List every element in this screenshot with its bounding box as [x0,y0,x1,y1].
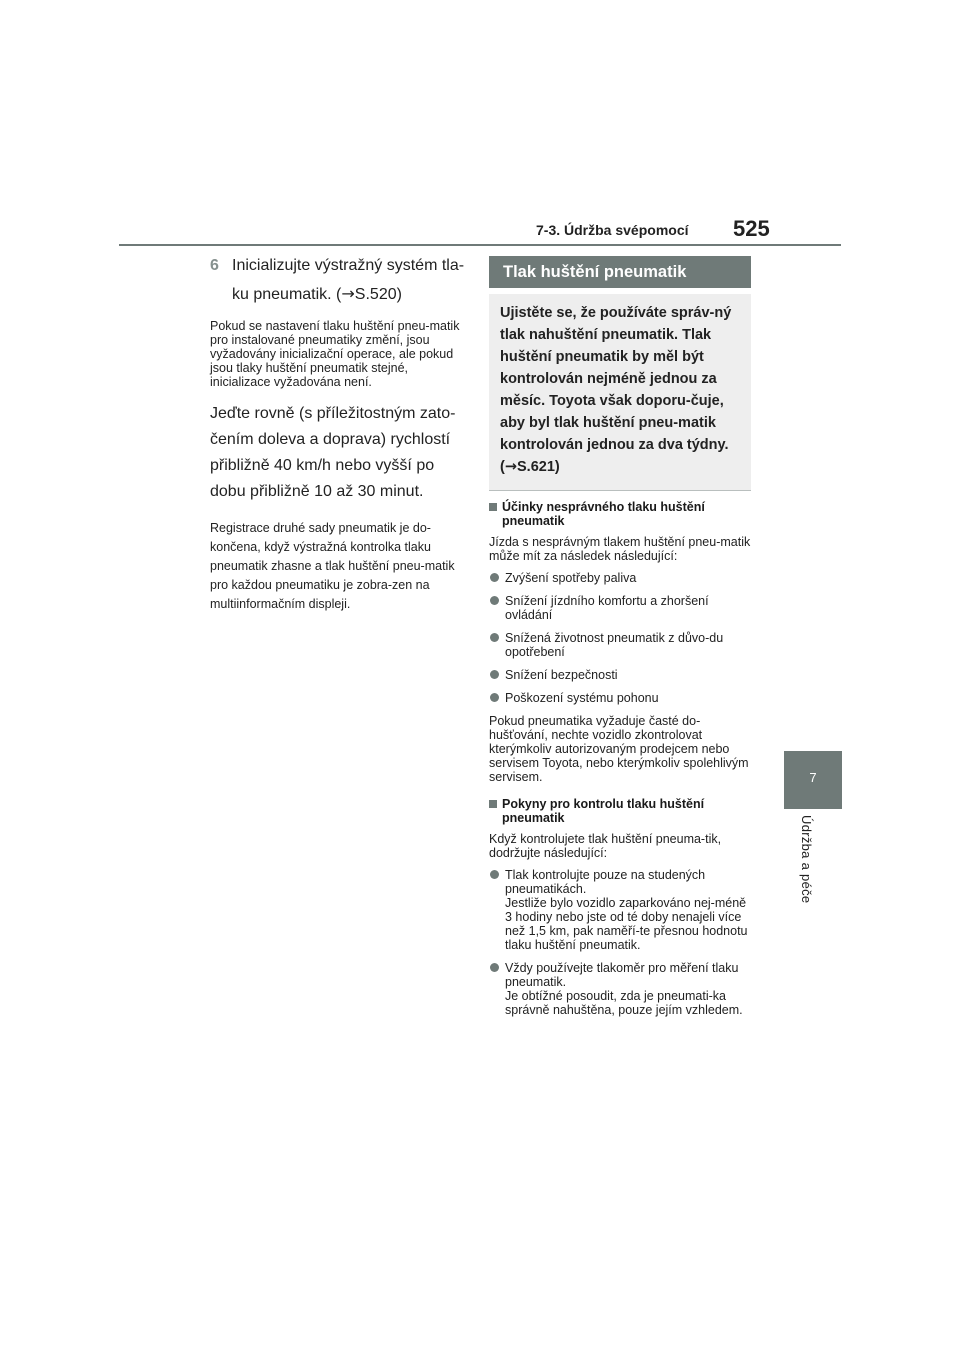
initialization-note: Pokud se nastavení tlaku huštění pneu-matik pro instalované pneumatiky změní, jsou vyžadovány inicializační operace, ale pokud jsou tlaky huštění pneumatik stejné, inicializace vyžadována není. [210,319,460,389]
arrow-icon: → [504,459,517,475]
page-number: 525 [733,216,770,241]
bullet-dot-icon [490,670,499,679]
list-item [489,668,751,682]
subheading-text: Pokyny pro kontrolu tlaku huštění pneumatik [502,797,705,825]
subheading-instructions [489,797,751,825]
page-reference-link[interactable]: S.520) [354,286,402,303]
step-6 [210,252,466,309]
step-text: Inicializujte výstražný systém tla-ku pneumatik. ( [232,257,465,303]
page-reference-link[interactable]: S.621) [517,459,560,475]
callout-text: Ujistěte se, že používáte správ-ný tlak nahuštění pneumatik. Tlak huštění pneumatik by měl být kontrolován nejméně jednou za měsíc. Toyota však doporu-čuje, aby byl tlak huštění pneu-matik kontrolován jednou za dva týdny. ( [500,305,732,475]
bullet-dot-icon [490,573,499,582]
arrow-icon: → [341,284,355,303]
step-number: 6 [210,257,219,274]
square-bullet-icon [489,800,497,808]
chapter-tab [784,751,842,809]
list-item-text: Zvýšení spotřeby paliva [505,571,637,585]
bullet-dot-icon [490,596,499,605]
list-item [489,571,751,585]
chapter-number: 7 [809,770,817,785]
bullet-dot-icon [490,963,499,972]
subheading-effects [489,500,751,528]
list-item-text: Snížení bezpečnosti [505,668,618,682]
list-item-text: Vždy používejte tlakoměr pro měření tlaku pneumatik. Je obtížné posoudit, zda je pneumati-ka správně nahuštěna, pouze jejím vzhledem. [505,961,743,1017]
subheading-text: Účinky nesprávného tlaku huštění pneumatik [502,500,705,528]
bullet-dot-icon [490,693,499,702]
left-column [210,252,466,614]
list-item-text: Snížená životnost pneumatik z důvo-du opotřebení [505,631,724,659]
bullet-dot-icon [490,633,499,642]
list-item-text: Tlak kontrolujte pouze na studených pneumatikách. Jestliže bylo vozidlo zaparkováno nej-méně 3 hodiny nebo jste od té doby nenajeli více než 1,5 km, pak naměří-te přesnou hodnotu tlaku huštění pneumatik. [505,868,748,952]
callout-box [489,294,751,491]
effects-outro: Pokud pneumatika vyžaduje časté do-hušťování, nechte vozidlo zkontrolovat kterýmkoliv autorizovaným prodejcem nebo servisem Toyota, nebo kterýmkoliv spolehlivým servisem. [489,714,749,784]
list-item-text: Poškození systému pohonu [505,691,659,705]
list-item [489,691,751,705]
list-item [489,594,751,622]
list-item [489,631,751,659]
list-item-text: Snížení jízdního komfortu a zhoršení ovládání [505,594,709,622]
section-heading: Tlak huštění pneumatik [489,256,751,288]
header-divider [119,244,841,246]
instructions-intro: Když kontrolujete tlak huštění pneuma-tik, dodržujte následující: [489,832,722,860]
square-bullet-icon [489,503,497,511]
registration-note: Registrace druhé sady pneumatik je do-končena, když výstražná kontrolka tlaku pneumatik zhasne a tlak huštění pneu-matik pro každou pneumatiku je zobra-zen na multiinformačním displeji. [210,521,455,611]
list-item [489,961,751,1017]
driving-instruction: Jeďte rovně (s příležitostným zato-čením doleva a doprava) rychlostí přibližně 40 km/h nebo vyšší po dobu přibližně 10 až 30 minut. [210,405,456,500]
effects-intro: Jízda s nesprávným tlakem huštění pneu-matik může mít za následek následující: [489,535,751,563]
section-title: 7-3. Údržba svépomocí [536,222,689,238]
bullet-dot-icon [490,870,499,879]
chapter-label: Údržba a péče [799,815,814,904]
list-item [489,868,751,952]
right-column [489,256,751,1026]
